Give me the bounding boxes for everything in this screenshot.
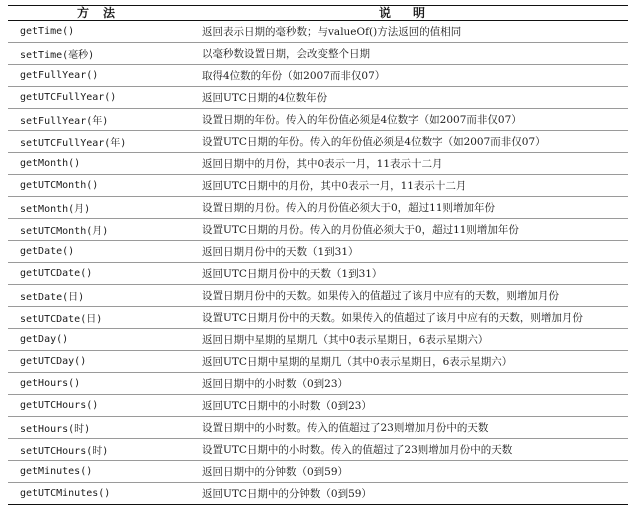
method-description-cell: 设置日期的年份。传入的年份值必须是4位数字（如2007而非仅07） [198, 109, 628, 131]
table-row [8, 439, 628, 461]
method-description-cell: 以毫秒数设置日期，会改变整个日期 [198, 43, 628, 65]
method-name-cell: getDate() [8, 241, 198, 263]
method-name-cell: getDay() [8, 329, 198, 351]
method-column-header: 方法 [8, 6, 198, 21]
method-name-cell: setFullYear(年) [8, 109, 198, 131]
table-row [8, 395, 628, 417]
method-name-cell: getUTCHours() [8, 395, 198, 417]
table-row [8, 285, 628, 307]
method-name-cell: setHours(时) [8, 417, 198, 439]
table-row [8, 241, 628, 263]
method-name-cell: setDate(日) [8, 285, 198, 307]
method-description-cell: 设置UTC日期的月份。传入的月份值必须大于0，超过11则增加年份 [198, 219, 628, 241]
table-row [8, 153, 628, 175]
method-description-cell: 设置UTC日期中的小时数。传入的值超过了23则增加月份中的天数 [198, 439, 628, 461]
method-description-cell: 返回UTC日期中的小时数（0到23） [198, 395, 628, 417]
table-row [8, 87, 628, 109]
table-row [8, 461, 628, 483]
method-description-cell: 设置UTC日期月份中的天数。如果传入的值超过了该月中应有的天数，则增加月份 [198, 307, 628, 329]
method-name-cell: getTime() [8, 21, 198, 43]
method-name-cell: getFullYear() [8, 65, 198, 87]
table-body [8, 21, 628, 505]
method-description-cell: 设置UTC日期的年份。传入的年份值必须是4位数字（如2007而非仅07） [198, 131, 628, 153]
table-row [8, 351, 628, 373]
table-row [8, 263, 628, 285]
method-name-cell: getUTCDay() [8, 351, 198, 373]
method-description-cell: 返回日期中的小时数（0到23） [198, 373, 628, 395]
date-methods-table [8, 5, 628, 505]
method-description-cell: 设置日期的月份。传入的月份值必须大于0，超过11则增加年份 [198, 197, 628, 219]
method-description-cell: 返回UTC日期中星期的星期几（其中0表示星期日，6表示星期六） [198, 351, 628, 373]
method-name-cell: getUTCDate() [8, 263, 198, 285]
table-row [8, 329, 628, 351]
method-description-cell: 返回UTC日期中的分钟数（0到59） [198, 483, 628, 505]
table-row [8, 131, 628, 153]
table-row [8, 65, 628, 87]
table-row [8, 307, 628, 329]
table-row [8, 219, 628, 241]
method-description-cell: 设置日期月份中的天数。如果传入的值超过了该月中应有的天数，则增加月份 [198, 285, 628, 307]
method-name-cell: getMinutes() [8, 461, 198, 483]
method-description-cell: 返回UTC日期月份中的天数（1到31） [198, 263, 628, 285]
method-description-cell: 返回日期中的月份，其中0表示一月，11表示十二月 [198, 153, 628, 175]
table-row [8, 373, 628, 395]
table-row [8, 483, 628, 505]
method-description-cell: 返回日期月份中的天数（1到31） [198, 241, 628, 263]
description-column-header: 说明 [198, 6, 628, 21]
method-description-cell: 返回表示日期的毫秒数；与valueOf()方法返回的值相同 [198, 21, 628, 43]
method-description-cell: 返回UTC日期的4位数年份 [198, 87, 628, 109]
method-description-cell: 返回日期中的分钟数（0到59） [198, 461, 628, 483]
method-name-cell: getHours() [8, 373, 198, 395]
method-name-cell: setUTCMonth(月) [8, 219, 198, 241]
method-description-cell: 设置日期中的小时数。传入的值超过了23则增加月份中的天数 [198, 417, 628, 439]
method-description-cell: 取得4位数的年份（如2007而非仅07） [198, 65, 628, 87]
header-row [8, 6, 628, 21]
method-name-cell: setMonth(月) [8, 197, 198, 219]
method-name-cell: getUTCMonth() [8, 175, 198, 197]
method-name-cell: setUTCDate(日) [8, 307, 198, 329]
table-header [8, 6, 628, 21]
method-name-cell: getUTCFullYear() [8, 87, 198, 109]
method-description-cell: 返回UTC日期中的月份，其中0表示一月，11表示十二月 [198, 175, 628, 197]
table-row [8, 21, 628, 43]
table-row [8, 417, 628, 439]
method-name-cell: getMonth() [8, 153, 198, 175]
method-name-cell: setTime(毫秒) [8, 43, 198, 65]
table-row [8, 175, 628, 197]
method-description-cell: 返回日期中星期的星期几（其中0表示星期日，6表示星期六） [198, 329, 628, 351]
table-row [8, 197, 628, 219]
method-name-cell: setUTCFullYear(年) [8, 131, 198, 153]
method-name-cell: setUTCHours(时) [8, 439, 198, 461]
table-row [8, 109, 628, 131]
method-name-cell: getUTCMinutes() [8, 483, 198, 505]
table-row [8, 43, 628, 65]
